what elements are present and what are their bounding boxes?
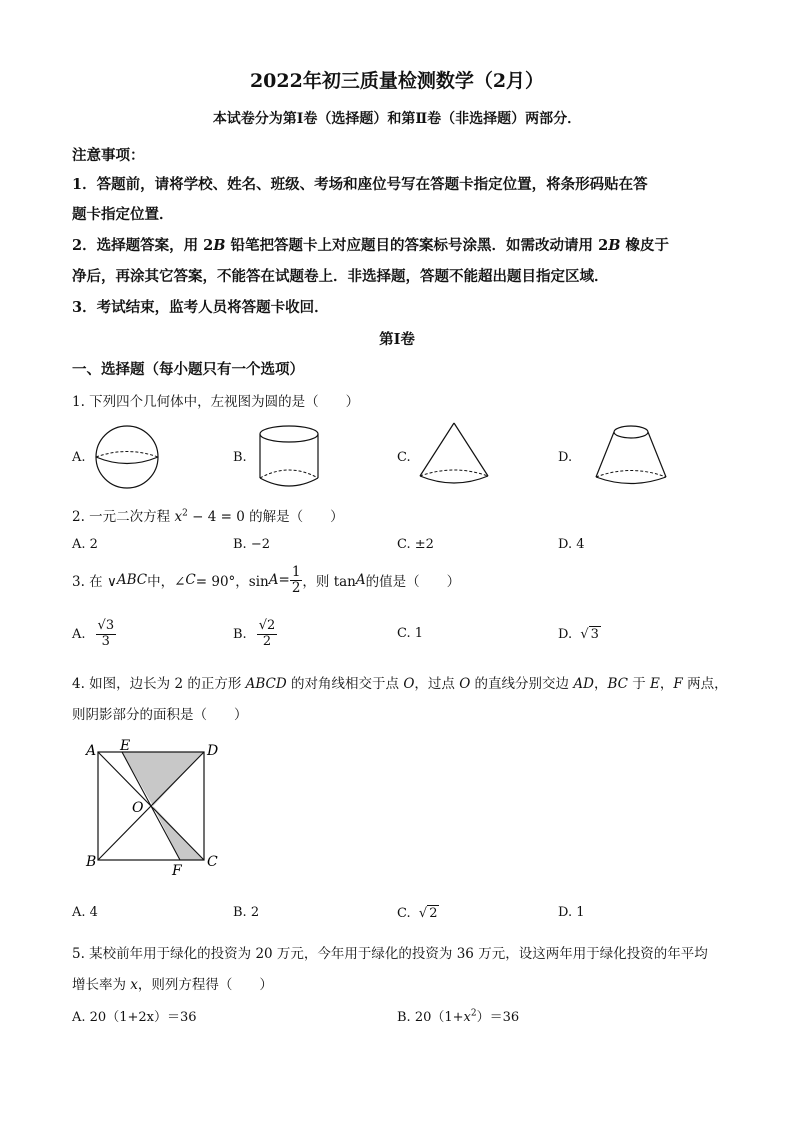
q5-var: x: [463, 1010, 471, 1025]
q2-option-a: A. 2: [72, 537, 98, 552]
q4-text: 的对角线相交于点: [286, 676, 404, 692]
q4-text: 两点，: [682, 676, 728, 692]
q2-text: − 4 = 0 的解是（ ）: [187, 509, 344, 525]
notice-var: B: [608, 237, 621, 254]
page-title: 2022年初三质量检测数学（2月）: [249, 70, 545, 92]
q3-option-a-den: 3: [101, 633, 110, 649]
notice-item-1-line-1: 1．答题前，请将学校、姓名、班级、考场和座位号写在答题卡指定位置，将条形码贴在答: [72, 176, 648, 193]
page-subtitle: 本试卷分为第Ⅰ卷（选择题）和第Ⅱ卷（非选择题）两部分．: [212, 111, 582, 127]
q3-option-b-fraction: [257, 619, 278, 649]
cylinder-icon: [256, 422, 322, 492]
q4-text: 4. 如图，边长为 2 的正方形: [72, 676, 246, 692]
part-heading: 第Ⅰ卷: [379, 331, 415, 348]
q4-option-c-value: 2: [429, 906, 438, 921]
q1-option-c-label: C.: [397, 450, 411, 465]
q4-label-c: C: [207, 854, 218, 870]
q4-label-e: E: [120, 738, 131, 754]
q2-option-d: D. 4: [558, 537, 585, 552]
q2-exponent: 2: [182, 508, 188, 519]
q4-text: 于: [627, 676, 651, 692]
q3-option-b-label: B.: [233, 626, 247, 642]
question-3-stem: [72, 562, 460, 598]
q4-option-d: D. 1: [558, 905, 585, 920]
notice-text: 铅笔把答题卡上对应题目的答案标号涂黑．如需改动请用 2: [225, 237, 609, 254]
q3-option-a-label: A.: [72, 626, 86, 642]
q3-option-a-num: √3: [97, 618, 115, 634]
q3-var: A: [355, 572, 366, 588]
q3-option-b-den: 2: [262, 633, 272, 649]
q4-var: O: [403, 676, 415, 692]
q3-var: C: [185, 572, 196, 588]
q4-var: BC: [607, 676, 628, 692]
q2-text: 2. 一元二次方程: [72, 509, 175, 525]
q5-text: ，则列方程得（ ）: [137, 977, 273, 993]
q4-var: E: [650, 676, 660, 692]
question-4-line-2: 则阴影部分的面积是（ ）: [72, 707, 248, 723]
q4-label-f: F: [172, 863, 182, 879]
q4-var: ABCD: [245, 676, 287, 692]
q2-var: x: [174, 509, 183, 525]
q4-text: 的直线分别交边: [470, 676, 574, 692]
q4-label-d: D: [207, 743, 219, 759]
q4-var: O: [459, 676, 471, 692]
q3-text: 的值是（ ）: [365, 574, 461, 590]
question-2-stem: [72, 505, 344, 525]
q3-option-c: C. 1: [397, 626, 424, 641]
question-5-line-2: [72, 973, 273, 993]
q3-option-d: D. √ 3: [558, 627, 599, 642]
q4-option-b: B. 2: [233, 905, 260, 920]
q4-shaded-region-top: [122, 752, 204, 806]
q5-exponent: 2: [470, 1008, 477, 1019]
notice-item-1-line-2: 题卡指定位置．: [72, 206, 174, 223]
q3-option-d-value: 3: [590, 627, 599, 642]
q4-option-c-label: C.: [397, 906, 411, 921]
q3-frac-num: 1: [291, 563, 301, 580]
q3-frac-den: 2: [291, 579, 301, 596]
q3-option-d-label: D.: [558, 627, 573, 642]
q3-text: 中，∠: [147, 574, 186, 590]
q5-var: x: [130, 977, 138, 993]
q4-label-o: O: [132, 800, 144, 816]
q5-text: B. 20（1+: [397, 1010, 464, 1025]
q4-text: ，: [593, 676, 608, 692]
question-4-line-1: [72, 672, 728, 692]
q3-var: ABC: [116, 572, 148, 588]
q1-option-a-label: A.: [72, 450, 86, 465]
cone-icon: [416, 420, 492, 492]
q5-text: 增长率为: [72, 977, 131, 993]
q2-option-c: C. ±2: [397, 537, 434, 552]
q4-text: ，过点: [414, 676, 460, 692]
frustum-icon: [592, 422, 670, 492]
notice-heading: 注意事项：: [72, 147, 145, 164]
q3-option-b-num: √2: [258, 618, 276, 634]
q3-option-a-fraction: [96, 619, 117, 649]
notice-var: B: [213, 237, 226, 254]
q4-option-a: A. 4: [72, 905, 98, 920]
notice-text: 橡皮于: [620, 237, 670, 254]
q2-option-b: B. −2: [233, 537, 270, 552]
notice-text: 2．选择题答案，用 2: [72, 237, 214, 254]
q4-label-a: A: [86, 743, 97, 759]
q5-option-b: [397, 1006, 519, 1025]
notice-item-3: 3．考试结束，监考人员将答题卡收回．: [72, 299, 329, 316]
q3-option-b: [233, 614, 277, 654]
q3-text: ，则 tan: [302, 574, 356, 590]
section-heading: 一、选择题（每小题只有一个选项）: [72, 361, 304, 378]
q4-var: F: [673, 676, 683, 692]
question-5-line-1: 5. 某校前年用于绿化的投资为 20 万元，今年用于绿化的投资为 36 万元，设这两年用于绿化投资的年平均: [72, 946, 708, 962]
q4-var: AD: [573, 676, 594, 692]
q3-text: = 90°，sin: [195, 574, 269, 590]
q1-option-d-label: D.: [558, 450, 573, 465]
q3-option-a: [72, 614, 116, 654]
q4-square-figure: [80, 735, 230, 880]
notice-item-2-line-2: 净后，再涂其它答案，不能答在试题卷上．非选择题，答题不能超出题目指定区域．: [72, 268, 609, 285]
sphere-icon: [92, 424, 162, 490]
question-1-stem: 1. 下列四个几何体中，左视图为圆的是（ ）: [72, 394, 360, 410]
q4-text: ，: [659, 676, 674, 692]
q4-label-b: B: [86, 854, 97, 870]
q3-text: 3. 在 ∨: [72, 574, 117, 590]
q5-option-a: A. 20（1+2x）＝36: [72, 1010, 197, 1025]
q3-fraction: [290, 565, 303, 596]
notice-item-2-line-1: [72, 234, 669, 255]
q5-text: ）＝36: [476, 1010, 520, 1025]
q3-var: A: [268, 572, 279, 588]
q4-option-c: C. √ 2: [397, 906, 438, 921]
q3-text: =: [278, 572, 290, 588]
q1-option-b-label: B.: [233, 450, 247, 465]
